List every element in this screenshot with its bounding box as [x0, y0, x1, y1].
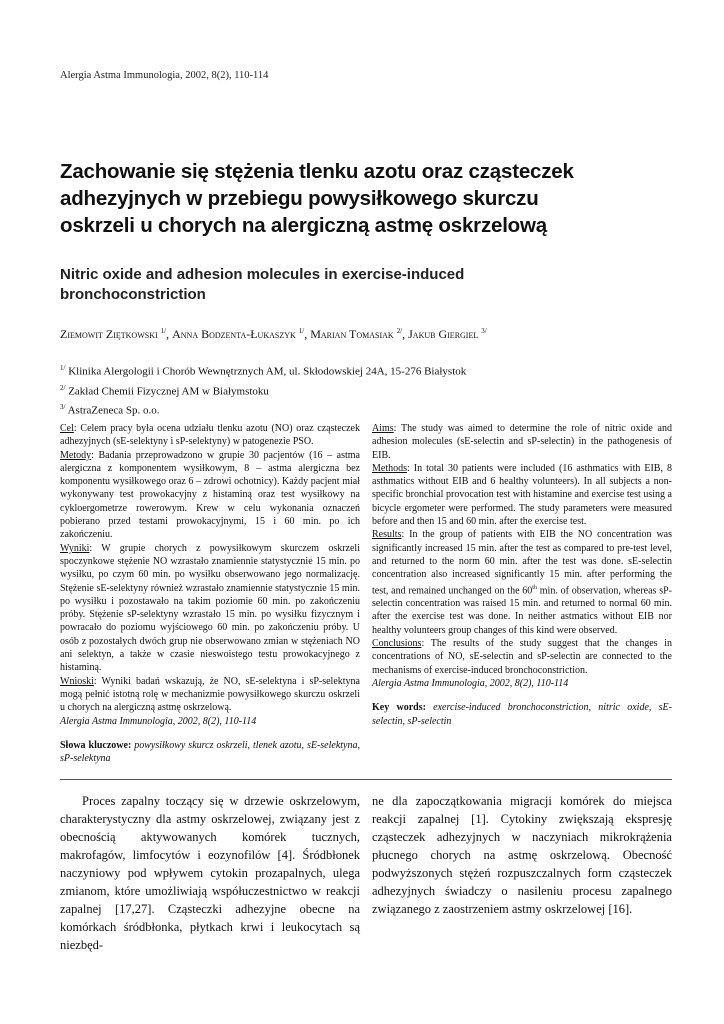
keywords-label: Key words:	[372, 702, 426, 714]
abstract-english	[372, 422, 672, 728]
section-text: : Badania przeprowadzono w grupie 30 pacjentów (16 – astma alergiczna z komponentem wysiłkowym, 8 – astma alergiczna bez komponentu wysiłkowego oraz 6 – zdrowi ochotnicy). Każdy pacjent miał wykonywany test prowokacyjny z histaminą oraz test wysiłkowy na cykloergometrze rowerowym. Krew w celu wykonania oznaczeń pobierano przed testami prowokacyjnymi, 15 i 60 min. po ich zakończeniu.	[60, 449, 360, 541]
section-text: : The results of the study suggest that the changes in concentrations of NO, sE-selectin and sP-selectin are connected to the mechanisms of exercise-induced bronchoconstriction.	[372, 638, 672, 676]
author-list: Ziemowit Ziętkowski $^{1/}$, Anna Bodzenta-Łukaszyk $^{1/}$, Marian Tomasiak $^{2/}$, Jakub Giergiel $^{3/}$	[60, 327, 487, 341]
body-text-right: ne dla zapoczątkowania migracji komórek do miejsca reakcji zapalnej [1]. Cytokiny zwiększają ekspresję cząsteczek adhezyjnych w naczyniach mikrokrążenia płucnego chorych na astmę oskrzelową. Obecność podwyższonych stężeń rozpuszczalnych form cząsteczek adhezyjnych świadczy o nasileniu procesu zapalnego związanego z zaostrzeniem astmy oskrzelowej [16].	[372, 794, 672, 916]
journal-reference: Alergia Astma Immunologia, 2002, 8(2), 110-114	[60, 70, 269, 81]
section-label: Results	[372, 529, 402, 541]
affiliation-list	[60, 360, 680, 419]
abstract-citation: Alergia Astma Immunologia, 2002, 8(2), 110-114	[372, 677, 569, 689]
affiliation-item	[60, 360, 680, 380]
author-affiliation-mark: 3/	[481, 327, 487, 335]
title-english-line: bronchoconstriction	[60, 286, 206, 303]
section-label: Conclusions	[372, 638, 422, 650]
section-text: : Wyniki badań wskazują, że NO, sE-selektyna i sP-selektyna mogą pełnić istotną rolę w mechanizmie powysiłkowego skurczu oskrzeli u chorych na alergiczną astmę oskrzelową.	[60, 675, 360, 714]
title-polish-line: oskrzeli u chorych na alergiczną astmę oskrzelową	[60, 214, 547, 237]
title-polish	[60, 158, 680, 239]
keywords	[60, 739, 360, 766]
affiliation-text: AstraZeneca Sp. o.o.	[67, 404, 160, 417]
affiliation-mark: 3/	[60, 403, 66, 412]
title-english-line: Nitric oxide and adhesion molecules in exercise-induced	[60, 266, 465, 283]
affiliation-mark: 1/	[60, 364, 66, 372]
abstract-section	[372, 462, 672, 528]
affiliation-mark: 2/	[60, 383, 66, 392]
author-name: Jakub Giergiel	[408, 327, 479, 341]
abstract-section	[372, 637, 672, 677]
abstract-section	[372, 422, 672, 462]
section-label: Aims	[372, 423, 394, 434]
affiliation-text: Zakład Chemii Fizycznej AM w Białymstoku	[68, 385, 269, 398]
author-affiliation-mark: 1/	[298, 327, 305, 335]
abstract-section	[372, 528, 672, 637]
title-polish-line: adhezyjnych w przebiegu powysiłkowego skurczu	[60, 187, 539, 210]
author-name: Ziemowit Ziętkowski	[60, 327, 158, 341]
section-label: Metody	[60, 449, 92, 461]
affiliation-item	[60, 399, 680, 419]
author-name: Marian Tomasiak	[310, 327, 394, 341]
affiliation-text: Klinika Alergologii i Chorób Wewnętrznych AM, ul. Skłodowskiej 24A, 15-276 Białystok	[68, 365, 467, 378]
section-label: Wnioski	[60, 675, 94, 687]
section-text: min. of observation, whereas sP-selectin concentration was raised 15 min. and returned to normal 60 min. after the exercise test was done. In neither astmatics without EIB nor healthy volunteers group changes of this kind were observed.	[372, 584, 672, 636]
abstract-section	[60, 422, 360, 449]
body-text-left: Proces zapalny toczący się w drzewie oskrzelowym, charakterystyczny dla astmy oskrzelowej, związany jest z obecnością aktywowanych komórek tucznych, makrofagów, limfocytów i eozynofilów [4]. Śródbłonek naczyniowy pod wpływem cytokin prozapalnych, ulega zmianom, które umożliwiają współuczestnictwo w reakcji zapalnej [17,27]. Cząsteczki adhezyjne obecne na komórkach śródbłonka, płytkach krwi i leukocytach są niezbęd-	[60, 794, 360, 952]
section-label: Cel	[60, 423, 74, 434]
ordinal-suffix: th	[532, 584, 537, 591]
abstract-citation: Alergia Astma Immunologia, 2002, 8(2), 110-114	[60, 715, 257, 727]
keywords-text: exercise-induced bronchoconstriction, nitric oxide, sE-selectin, sP-selectin	[372, 702, 672, 727]
keywords-text: powysiłkowy skurcz oskrzeli, tlenek azotu, sE-selektyna, sP-selektyna	[60, 739, 360, 765]
title-english	[60, 265, 680, 305]
author-name: Anna Bodzenta-Łukaszyk	[172, 327, 296, 341]
abstract-polish	[60, 422, 360, 765]
section-text: : Celem pracy była ocena udziału tlenku azotu (NO) oraz cząsteczek adhezyjnych (sE-selektyny i sP-selektyny) w patogenezie PSO.	[60, 423, 360, 448]
title-polish-line: Zachowanie się stężenia tlenku azotu oraz cząsteczek	[60, 160, 574, 183]
keywords	[372, 701, 672, 728]
section-text: : In the group of patients with EIB the NO concentration was significantly increased 15 min. after the test as compared to pre-test level, and returned to the norm 60 min. after the test was done. sE-selectin concentration also increased significantly 15 min. after performing the test, and remained unchanged on the 60	[372, 529, 672, 596]
section-text: : In total 30 patients were included (16 asthmatics with EIB, 8 asthmatics without EIB and 6 healthy volunteers). In all subjects a non-specific bronchial provocation test with histamine and exercise test using a bicycle ergometer were performed. The study parameters were measured before and then 15 and 60 min. after the exercise test.	[372, 462, 672, 528]
section-text: : The study was aimed to determine the role of nitric oxide and adhesion molecules (sE-selectin and sP-selectin) in the pathogenesis of EIB.	[372, 423, 672, 461]
keywords-label: Słowa kluczowe:	[60, 739, 132, 751]
section-label: Methods	[372, 462, 407, 474]
section-label: Wyniki	[60, 542, 90, 554]
abstract-section	[60, 449, 360, 542]
section-divider	[60, 779, 672, 780]
abstract-section	[60, 675, 360, 715]
author-affiliation-mark: 1/	[160, 327, 167, 335]
author-affiliation-mark: 2/	[396, 327, 403, 335]
abstract-section	[60, 542, 360, 675]
section-text: : W grupie chorych z powysiłkowym skurczem oskrzeli spoczynkowe stężenie NO wzrastało znamiennie statystycznie 15 min. po wysiłku, po czym 60 min. po wysiłku obserwowano jego normalizację. Stężenie sE-selektyny również wzrastało znamiennie statystycznie 15 min. po wysiłku i pozostawało na takim poziomie 60 min. po zakończeniu próby. Stężenie sP-selektyny wzrastało 15 min. po wysiłku fizycznym i powracało do poziomu wyjściowego 60 min. po zakończeniu próby. U osób z pozostałych dwóch grup nie obserwowano zmian w stężeniach NO ani selektyn, a także w czasie nieswoistego testu prowokacyjnego z histaminą.	[60, 542, 360, 674]
affiliation-item	[60, 380, 680, 400]
